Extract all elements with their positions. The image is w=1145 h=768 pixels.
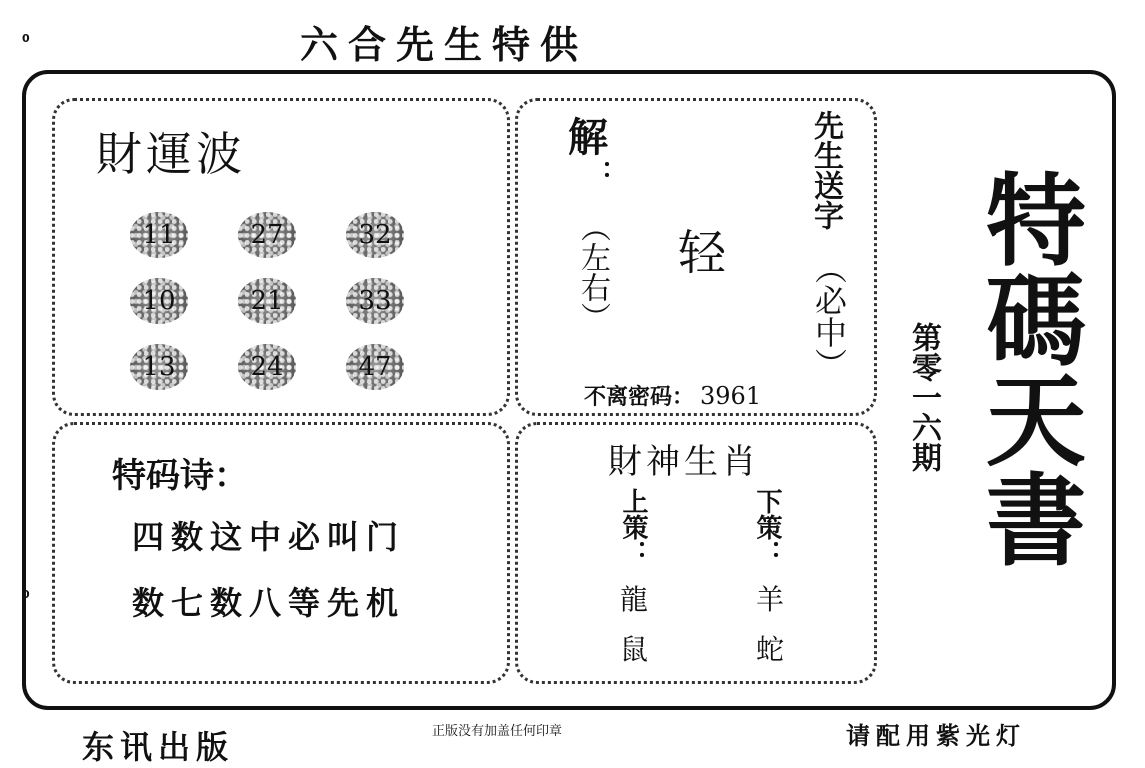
decode-colon: ： (583, 160, 613, 186)
number-ball: 11 (130, 212, 188, 258)
decode-hint: （左右） (575, 212, 610, 332)
zodiac-item: 龍 (620, 583, 649, 616)
margin-mark-bottom: 0 (22, 588, 30, 601)
wealth-wave-title: 財運波 (96, 127, 246, 181)
zodiac-title: 財神生肖 (608, 442, 760, 482)
number-ball: 24 (238, 344, 296, 390)
secret-code-label: 不离密码： (584, 385, 695, 410)
zodiac-item: 鼠 (620, 633, 649, 666)
uv-light-note: 请配用紫光灯 (846, 722, 1026, 750)
publisher-label: 东讯出版 (82, 728, 235, 766)
authenticity-note: 正版没有加盖任何印章 (432, 724, 563, 739)
zodiac-item: 羊 (756, 583, 785, 616)
number-ball: 47 (346, 344, 404, 390)
main-title: 特碼天書 (969, 168, 1086, 568)
number-ball-grid (130, 212, 406, 390)
margin-mark-top: 0 (22, 32, 30, 45)
decode-label: 解 (568, 114, 608, 161)
poem-title: 特码诗： (112, 456, 248, 496)
number-ball: 13 (130, 344, 188, 390)
upper-strategy-label: 上策： (618, 488, 648, 566)
zodiac-item: 蛇 (756, 633, 785, 666)
issue-number: 第零一六期 (906, 322, 941, 472)
lower-strategy-label: 下策： (752, 488, 782, 566)
number-ball: 10 (130, 278, 188, 324)
decode-answer: 轻 (678, 225, 727, 281)
number-ball: 27 (238, 212, 296, 258)
header-title: 六合先生特供 (300, 23, 589, 67)
number-ball: 21 (238, 278, 296, 324)
poem-line-2: 数七数八等先机 (132, 584, 406, 622)
must-hit-label: （必中） (810, 252, 848, 380)
secret-code-value: 3961 (700, 382, 762, 410)
number-ball: 32 (346, 212, 404, 258)
poem-line-1: 四数这中必叫门 (132, 518, 406, 556)
secret-code-row (584, 380, 761, 411)
sent-word-label: 先生送字 (808, 110, 843, 230)
number-ball: 33 (346, 278, 404, 324)
